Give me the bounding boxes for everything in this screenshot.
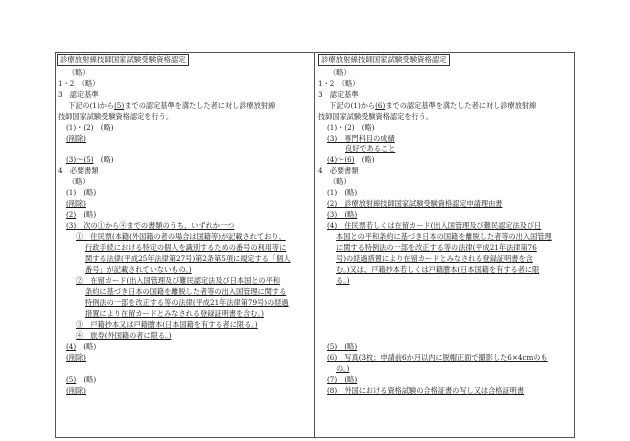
left-line: (1) (略) xyxy=(66,188,97,197)
left-line: ③ 戸籍抄本又は戸籍謄本(日本国籍を有する者に限る。) xyxy=(76,320,258,329)
right-line: (5) (略) xyxy=(327,342,358,351)
left-line: (3)～(5) (略) xyxy=(66,155,114,164)
right-title: 診療放射線技師国家試験受験資格認定 xyxy=(318,54,450,66)
right-line: (6) 写真(3枚；申請前6か月以内に脱帽正面で撮影した6×4cmのも xyxy=(327,353,548,362)
left-line: ④ 旅券(外国籍の者に限る。) xyxy=(76,331,172,340)
left-line: (3) 次の①から④までの書類のうち、いずれか一つ xyxy=(66,221,235,230)
right-line: (3) (略) xyxy=(327,210,358,219)
right-line: む。)又は、戸籍抄本若しくは戸籍謄本(日本国籍を有する者に限 xyxy=(336,265,540,274)
left-line: (1)・(2) (略) xyxy=(66,123,114,132)
right-line: の。) xyxy=(336,364,350,373)
left-line: (5) (略) xyxy=(66,375,97,384)
right-line: 4 必要書類 xyxy=(318,166,359,175)
right-line: (8) 外国における資格試験の合格証書の写し又は合格証明書 xyxy=(327,386,525,395)
left-line: 下記の(1)から(5)までの認定基準を満たした者に対し診療放射線 xyxy=(68,101,276,110)
right-line: (7) (略) xyxy=(327,375,358,384)
right-line: (1) (略) xyxy=(327,188,358,197)
left-line: 番号」が記載されていないもの。) xyxy=(85,265,192,274)
right-line: （略） xyxy=(329,177,351,186)
left-line: (削除) xyxy=(66,386,86,395)
left-line: 条約に基づき日本の国籍を離脱した者等の出入国管理に関する xyxy=(85,287,287,296)
left-line: （略） xyxy=(68,68,90,77)
left-line: （略） xyxy=(68,177,90,186)
left-line: 4 必要書類 xyxy=(58,166,99,175)
right-line: に関する特例法の一部を改正する等の法律(平成21年法律第76 xyxy=(336,243,537,252)
left-line: 行政手続における特定の個人を識別するための番号の利用等に xyxy=(85,243,287,252)
right-line: 1・2 （略） xyxy=(318,79,360,88)
right-line: (1)・(2) (略) xyxy=(327,123,375,132)
left-line: 1・2 （略） xyxy=(58,79,100,88)
left-line: 3 認定基準 xyxy=(58,90,99,99)
left-line: 特例法の一部を改正する等の法律(平成21年法律第79号)の経過 xyxy=(85,298,289,307)
right-line: 号)の経過措置により在留カードとみなされる登録証明書を含 xyxy=(336,254,533,263)
left-line: 技師国家試験受験資格認定を行う。 xyxy=(58,112,174,121)
right-line: （略） xyxy=(329,68,351,77)
right-line: (4)～(6) (略) xyxy=(327,155,375,164)
right-line: 良好であること xyxy=(345,144,396,153)
right-line: 本国との平和条約に基づき日本の国籍を離脱した者等の出入国管理 xyxy=(336,232,552,241)
left-line: (2) (略) xyxy=(66,210,97,219)
column-divider xyxy=(314,52,315,438)
left-line: ② 在留カード(出入国管理及び難民認定法及び日本国との平和 xyxy=(76,276,281,285)
right-line: (2) 診療放射線技師国家試験受験資格認定申請理由書 xyxy=(327,199,503,208)
left-line: 措置により在留カードとみなされる登録証明書を含む。) xyxy=(85,309,264,318)
left-line: (4) (略) xyxy=(66,342,97,351)
left-line: 関する法律(平成25年法律第27号)第2条第5項に規定する「個人 xyxy=(85,254,291,263)
left-line: ① 住民票(本籍(外国籍の者の場合は国籍等)が記載されており、 xyxy=(76,232,286,241)
left-title: 診療放射線技師国家試験受験資格認定 xyxy=(57,54,189,66)
right-line: 技師国家試験受験資格認定を行う。 xyxy=(318,112,434,121)
right-line: (4) 住民票若しくは在留カード(出入国管理及び難民認定法及び日 xyxy=(327,221,542,230)
right-line: 3 認定基準 xyxy=(318,90,359,99)
right-line: (3) 専門科目の成績 xyxy=(327,134,395,143)
left-line: (削除) xyxy=(66,134,86,143)
left-line: (削除) xyxy=(66,353,86,362)
left-line: (削除) xyxy=(66,199,86,208)
right-line: る。) xyxy=(336,276,350,285)
right-line: 下記の(1)から(6)までの認定基準を満たした者に対し診療放射線 xyxy=(329,101,537,110)
